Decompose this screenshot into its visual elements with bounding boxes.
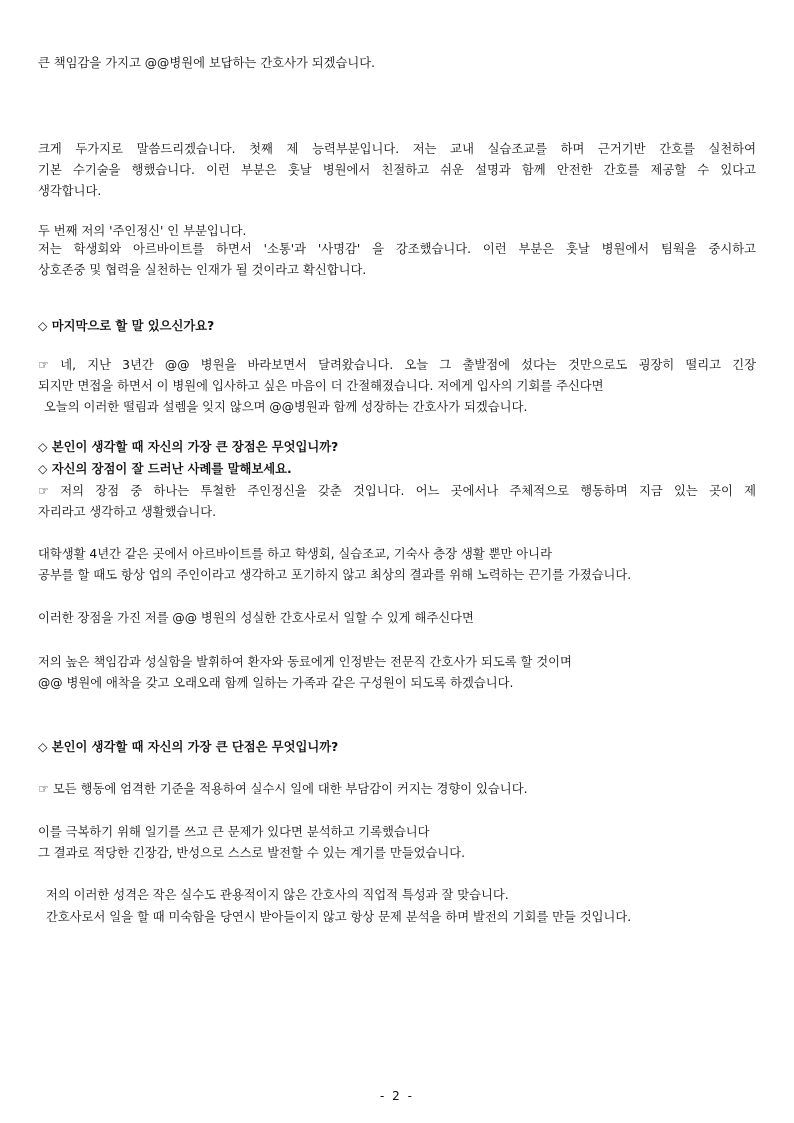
text-line: 이러한 장점을 가진 저를 @@ 병원의 성실한 간호사로서 일할 수 있게 해주신다면 — [38, 611, 474, 625]
text-line: 공부를 할 때도 항상 업의 주인이라고 생각하고 포기하지 않고 최상의 결과를 위해 노력하는 끈기를 가졌습니다. — [38, 568, 632, 582]
text-line: 오늘의 이러한 떨림과 설렘을 잊지 않으며 @@병원과 함께 성장하는 간호사가 되겠습니다. — [44, 400, 528, 414]
text-line: 큰 책임감을 가지고 @@병원에 보답하는 간호사가 되겠습니다. — [38, 56, 376, 70]
answer-line: ☞ 모든 행동에 엄격한 기준을 적용하여 실수시 일에 대한 부담감이 커지는 경향이 있습니다. — [38, 782, 528, 796]
text-line: 생각합니다. — [38, 184, 102, 198]
text-line: 자리라고 생각하고 생활했습니다. — [38, 505, 217, 519]
text-line: 그 결과로 적당한 긴장감, 반성으로 스스로 발전할 수 있는 계기를 만들었습니다. — [38, 846, 466, 860]
question-heading: ◇ 본인이 생각할 때 자신의 가장 큰 장점은 무엇입니까? — [38, 440, 339, 454]
text-line: 크게 두가지로 말씀드리겠습니다. 첫째 제 능력부분입니다. 저는 교내 실습조교를 하며 근거기반 간호를 실천하여 — [38, 142, 756, 156]
answer-line: ☞ 저의 장점 중 하나는 투철한 주인정신을 갖춘 것입니다. 어느 곳에서나 주체적으로 행동하며 지금 있는 곳이 제 — [38, 484, 756, 498]
text-line: 이를 극복하기 위해 일기를 쓰고 큰 문제가 있다면 분석하고 기록했습니다 — [38, 825, 430, 839]
text-line: 저는 학생회와 아르바이트를 하면서 '소통'과 '사명감' 을 강조했습니다. 이런 부분은 훗날 병원에서 팀웍을 중시하고 — [38, 242, 756, 256]
question-heading: ◇ 자신의 장점이 잘 드러난 사례를 말해보세요. — [38, 462, 292, 476]
text-line: 두 번째 저의 '주인정신' 인 부분입니다. — [38, 224, 247, 238]
text-line: 대학생활 4년간 같은 곳에서 아르바이트를 하고 학생회, 실습조교, 기숙사 층장 생활 뿐만 아니라 — [38, 547, 552, 561]
text-line: @@ 병원에 애착을 갖고 오래오래 함께 일하는 가족과 같은 구성원이 되도록 하겠습니다. — [38, 676, 514, 690]
text-line: 저의 높은 책임감과 성실함을 발휘하여 환자와 동료에게 인정받는 전문직 간호사가 되도록 할 것이며 — [38, 655, 572, 669]
text-line: 간호사로서 일을 할 때 미숙함을 당연시 받아들이지 않고 항상 문제 분석을 하며 발전의 기회를 만들 것입니다. — [46, 910, 632, 924]
text-line: 상호존중 및 협력을 실천하는 인재가 될 것이라고 확신합니다. — [38, 263, 367, 277]
text-line: 기본 수기술을 행했습니다. 이런 부분은 훗날 병원에서 친절하고 쉬운 설명과 함께 안전한 간호를 제공할 수 있다고 — [38, 163, 756, 177]
text-line: 저의 이러한 성격은 작은 실수도 관용적이지 않은 간호사의 직업적 특성과 잘 맞습니다. — [46, 888, 509, 902]
page-number: - 2 - — [380, 1089, 414, 1103]
answer-line: ☞ 네, 지난 3년간 @@ 병원을 바라보면서 달려왔습니다. 오늘 그 출발점에 섰다는 것만으로도 굉장히 떨리고 긴장 — [38, 358, 756, 372]
question-heading: ◇ 마지막으로 할 말 있으신가요? — [38, 319, 215, 333]
text-line: 되지만 면접을 하면서 이 병원에 입사하고 싶은 마음이 더 간절해졌습니다. 저에게 입사의 기회를 주신다면 — [38, 379, 604, 393]
question-heading: ◇ 본인이 생각할 때 자신의 가장 큰 단점은 무엇입니까? — [38, 740, 339, 754]
